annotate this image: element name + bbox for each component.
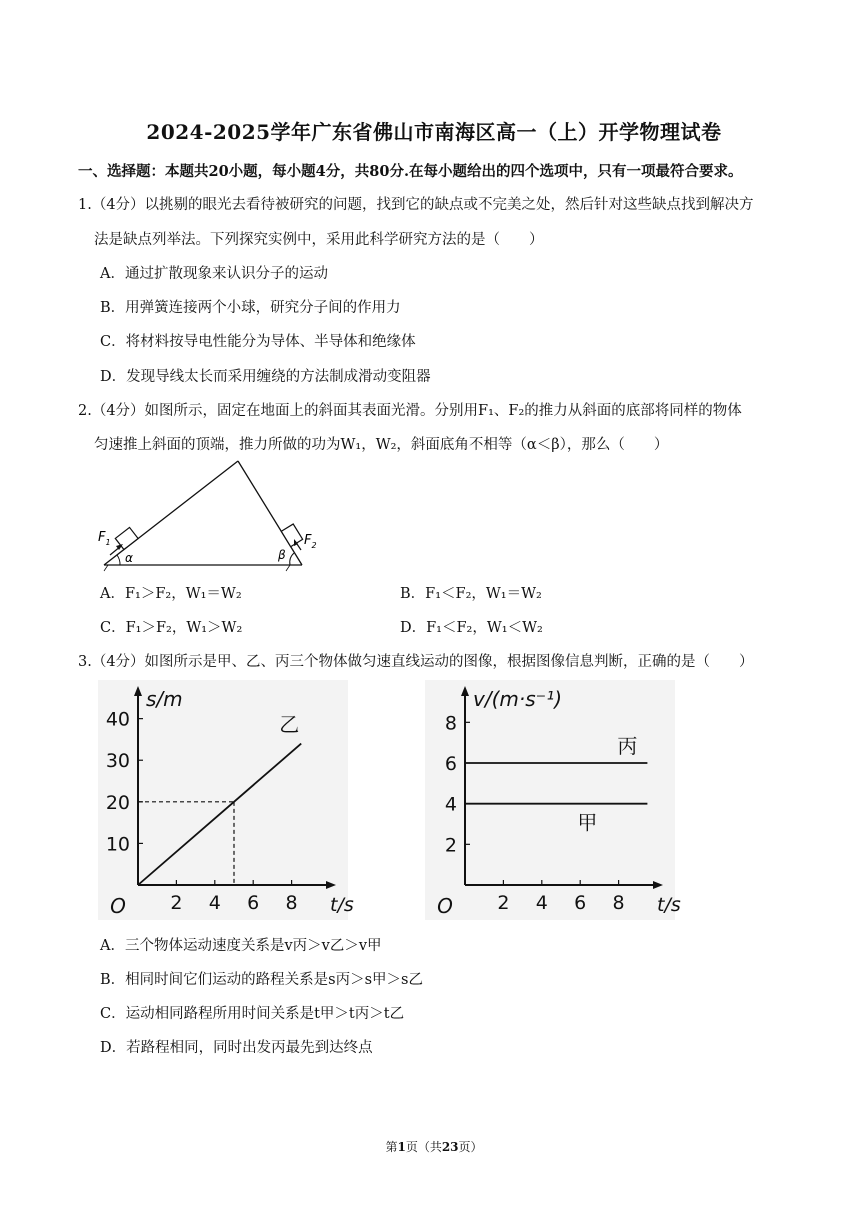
question-1-line-2: 法是缺点列举法。下列探究实例中，采用此科学研究方法的是（ ） (94, 232, 544, 248)
question-2-option-c[interactable]: C．F₁＞F₂，W₁＞W₂ (100, 620, 243, 636)
y-tick-label: 2 (444, 834, 457, 857)
f2-label: $F_2$ (304, 533, 317, 550)
series-label-2: 甲 (577, 810, 598, 835)
x-axis-label: t/s (657, 894, 681, 916)
question-1-line-1: 1.（4分）以挑剔的眼光去看待被研究的问题，找到它的缺点或不完美之处，然后针对这些缺点找到解决方 (78, 197, 754, 213)
alpha-label: α (125, 551, 133, 565)
question-1-option-d[interactable]: D．发现导线太长而采用缠绕的方法制成滑动变阻器 (100, 369, 431, 385)
x-tick-label: 6 (247, 892, 260, 914)
x-tick-label: 2 (497, 892, 510, 914)
section-heading: 一、选择题：本题共20小题，每小题4分，共80分.在每小题给出的四个选项中，只有一项最符合要求。 (78, 163, 743, 180)
x-tick-label: 6 (574, 892, 587, 914)
x-tick-label: 8 (612, 892, 625, 914)
v-t-chart (425, 680, 681, 920)
question-1-option-c[interactable]: C．将材料按导电性能分为导体、半导体和绝缘体 (100, 334, 416, 350)
footer-total-pages: 23 (441, 1140, 459, 1154)
footer-middle: 页（共 (405, 1140, 442, 1154)
beta-arc (290, 553, 294, 565)
x-tick-label: 2 (170, 892, 183, 914)
y-tick-label: 8 (444, 712, 457, 735)
question-2-line-1: 2.（4分）如图所示，固定在地面上的斜面其表面光滑。分别用F₁、F₂的推力从斜面的底部将同样的物体 (78, 403, 742, 419)
x-tick-label: 4 (208, 892, 221, 914)
origin-label: O (110, 894, 126, 918)
question-3-option-a[interactable]: A．三个物体运动速度关系是v丙＞v乙＞v甲 (100, 938, 382, 954)
y-axis-label: s/m (146, 687, 183, 711)
question-2-line-2: 匀速推上斜面的顶端，推力所做的功为W₁，W₂，斜面底角不相等（α＜β），那么（ ） (94, 437, 669, 453)
footer-prefix: 第 (385, 1140, 398, 1154)
y-axis-label: v/(m·s⁻¹) (473, 687, 563, 711)
question-1-option-b[interactable]: B．用弹簧连接两个小球，研究分子间的作用力 (100, 300, 401, 316)
origin-label: O (437, 894, 453, 918)
question-3-option-d[interactable]: D．若路程相同，同时出发丙最先到达终点 (100, 1040, 373, 1056)
question-2-option-a[interactable]: A．F₁＞F₂，W₁＝W₂ (100, 586, 242, 602)
question-3-option-c[interactable]: C．运动相同路程所用时间关系是t甲＞t丙＞t乙 (100, 1006, 405, 1022)
y-tick-label: 6 (444, 753, 457, 775)
footer-page-number: 1 (397, 1140, 406, 1154)
incline-right-slope (238, 461, 302, 565)
x-tick-label: 8 (285, 892, 298, 914)
f1-label: $F_1$ (98, 530, 111, 547)
question-3-line-1: 3.（4分）如图所示是甲、乙、丙三个物体做匀速直线运动的图像，根据图像信息判断，正确的是（ ） (78, 654, 754, 670)
page-title: 2024-2025学年广东省佛山市南海区高一（上）开学物理试卷 (146, 120, 722, 144)
beta-label: β (278, 548, 286, 562)
alpha-arc (117, 555, 120, 565)
footer-suffix: 页） (458, 1140, 483, 1154)
question-1-option-a[interactable]: A．通过扩散现象来认识分子的运动 (100, 266, 328, 282)
right-block (281, 524, 302, 547)
s-t-chart (98, 680, 354, 920)
question-3-option-b[interactable]: B．相同时间它们运动的路程关系是s丙＞s甲＞s乙 (100, 972, 423, 988)
x-axis-label: t/s (330, 894, 354, 916)
page-footer (0, 1138, 868, 1155)
y-tick-label: 10 (105, 833, 130, 856)
y-tick-label: 40 (105, 708, 130, 731)
ground-hatching (104, 565, 290, 571)
y-tick-label: 4 (444, 793, 457, 816)
incline-diagram (90, 455, 330, 575)
series-label-1: 乙 (279, 712, 300, 737)
y-tick-label: 20 (105, 791, 130, 814)
series-label-1: 丙 (617, 734, 638, 758)
question-2-option-b[interactable]: B．F₁＜F₂，W₁＝W₂ (400, 586, 542, 602)
y-tick-label: 30 (105, 750, 130, 773)
x-tick-label: 4 (535, 892, 548, 914)
question-2-option-d[interactable]: D．F₁＜F₂，W₁＜W₂ (400, 620, 543, 636)
